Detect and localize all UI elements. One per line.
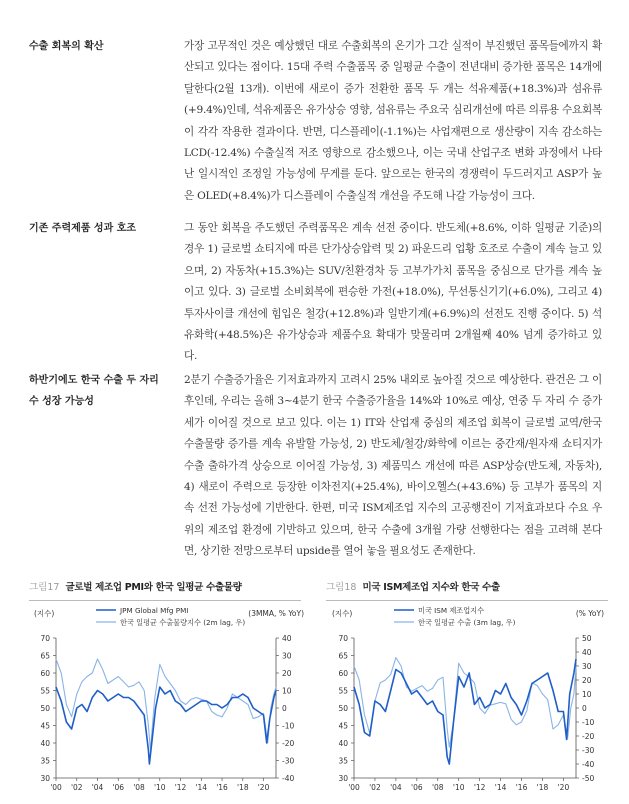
figure-17-header [29, 578, 301, 601]
x-tick-label: '14 [494, 783, 507, 792]
x-tick-label: '16 [515, 783, 528, 792]
section-paragraph: 그 동안 회복을 주도했던 주력품목은 계속 선전 중이다. 반도체(+8.6%, 이하 일평균 기준)의 경우 1) 글로벌 쇼티지에 따른 단가상승압력 및 2) 파운드리 업황 호조로 수출이 계속 늘고 있으며, 2) 자동차(+15.3%)는 SUV/친환경차 등 고부가가치 품목을 중심으로 단가를 계속 높이고 있다. 3) 글로벌 소비회복에 편승한 가전(+18.0%), 무선통신기기(+6.0%), 그리고 4) 투자사이클 개선에 힘입은 철강(+12.8%)과 일반기계(+6.9%)의 선전도 진행 중이다. 5) 석유화학(+48.5%)은 유가상승과 제품수요 확대가 맞물리며 2개월째 40% 넘게 증가하고 있다. [184, 222, 602, 363]
right-tick-label: 0 [282, 704, 287, 713]
left-tick-label: 35 [40, 756, 50, 766]
x-tick-label: '06 [411, 783, 423, 792]
x-tick-label: '06 [112, 783, 125, 792]
x-tick-label: '20 [557, 783, 570, 792]
right-tick-label: -20 [582, 732, 595, 741]
x-tick-label: '04 [91, 783, 104, 792]
left-tick-label: 60 [40, 669, 50, 678]
left-tick-label: 35 [338, 756, 348, 766]
series-line-primary [56, 687, 276, 764]
right-tick-label: -40 [282, 774, 295, 783]
x-tick-label: '18 [536, 783, 549, 792]
right-tick-label: 40 [282, 634, 292, 643]
x-tick-label: '10 [452, 783, 465, 792]
right-tick-label: -30 [582, 746, 595, 755]
x-tick-label: '00 [50, 783, 62, 792]
left-tick-label: 50 [40, 704, 50, 713]
x-tick-label: '14 [195, 783, 208, 792]
right-tick-label: 20 [282, 669, 292, 678]
right-tick-label: -10 [282, 721, 295, 731]
section-heading: 기존 주력제품 성과 호조 [29, 223, 137, 234]
legend-entry: 한국 일평균 수출물량지수 (2m lag, 우) [120, 618, 246, 627]
right-tick-label: -30 [282, 756, 295, 766]
x-tick-label: '00 [348, 783, 360, 792]
left-axis-unit-label: (지수) [332, 609, 353, 618]
right-tick-label: 0 [582, 704, 587, 713]
x-tick-label: '18 [236, 783, 249, 792]
figure-number: 그림18 [326, 582, 357, 593]
right-tick-label: 20 [582, 676, 592, 685]
left-tick-label: 30 [40, 774, 50, 783]
left-tick-label: 65 [40, 651, 50, 661]
x-tick-label: '04 [390, 783, 402, 792]
section-heading: 하반기에도 한국 수출 두 자리 수 성장 가능성 [29, 375, 159, 407]
x-tick-label: '12 [174, 783, 187, 792]
legend-entry: 한국 일평균 수출 (3m lag, 우) [418, 618, 516, 627]
figure-number: 그림17 [29, 582, 60, 593]
left-tick-label: 70 [338, 634, 348, 643]
x-tick-label: '08 [431, 783, 444, 792]
figure-title: 글로벌 제조업 PMI와 한국 일평균 수출물량 [65, 582, 242, 593]
section-paragraph: 가장 고무적인 것은 예상했던 대로 수출회복의 온기가 그간 실적이 부진했던 품목들에까지 확산되고 있다는 점이다. 15대 주력 수출품목 중 일평균 수출이 전년대비 증가한 품목은 14개에 달한다(2월 13개). 이번에 새로이 증가 전환한 품목 두 개는 석유제품(+18.3%)과 섬유류(+9.4%)인데, 석유제품은 유가상승 영향, 섬유류는 주요국 심리개선에 따른 의류용 수요회복이 각각 작용한 결과이다. 반면, 디스플레이(-1.1%)는 사업재편으로 생산량이 지속 감소하는 LCD(-12.4%) 수출실적 저조 영향으로 감소했으나, 이는 국내 산업구조 변화 과정에서 나타난 일시적인 조정일 가능성에 무게를 둔다. 앞으로는 한국의 경쟁력이 두드러지고 ASP가 높은 OLED(+8.4%)가 디스플레이 수출실적 개선을 주도해 나갈 가능성이 크다. [184, 40, 602, 202]
x-tick-label: '10 [153, 783, 166, 792]
right-tick-label: 30 [282, 651, 292, 661]
left-tick-label: 30 [338, 774, 348, 783]
left-tick-label: 50 [338, 704, 348, 713]
figure-17-chart [22, 604, 310, 802]
section-heading: 수출 회복의 확산 [29, 41, 104, 52]
x-tick-label: '20 [257, 783, 270, 792]
right-tick-label: -40 [582, 760, 595, 769]
right-tick-label: 40 [582, 648, 592, 657]
left-tick-label: 45 [40, 721, 50, 731]
figure-18-header [326, 578, 608, 601]
x-tick-label: '12 [473, 783, 486, 792]
left-tick-label: 65 [338, 651, 348, 661]
x-tick-label: '16 [216, 783, 228, 792]
legend-entry: JPM Global Mfg PMI [120, 606, 189, 615]
figure-18-chart [318, 604, 612, 802]
x-tick-label: '02 [369, 783, 381, 792]
left-tick-label: 45 [338, 721, 348, 731]
right-tick-label: -20 [282, 739, 295, 748]
section-paragraph: 2분기 수출증가율은 기저효과까지 고려시 25% 내외로 높아질 것으로 예상한다. 관건은 그 이후인데, 우리는 올해 3~4분기 한국 수출증가율을 14%와 10%로 예상, 연중 두 자리 수 증가세가 이어질 것으로 보고 있다. 이는 1) IT와 산업재 중심의 제조업 회복이 글로벌 교역/한국 수출물량 증가를 계속 유발할 가능성, 2) 반도체/철강/화학에 이르는 중간재/원자재 쇼티지가 수출 출하가격 상승으로 이어질 가능성, 3) 제품믹스 개선에 따른 ASP상승(반도체, 자동차), 4) 새로이 주력으로 등장한 이차전지(+25.4%), 바이오헬스(+43.6%) 등 고부가 품목의 지속 선전 가능성에 기반한다. 한편, 미국 ISM제조업 지수의 고공행진이 기저효과보다 수요 우위의 제조업 환경에 기반하고 있으며, 한국 수출에 3개월 가량 선행한다는 점을 고려해 본다면, 상기한 전망으로부터 upside를 열어 놓을 필요성도 존재한다. [184, 374, 602, 558]
left-tick-label: 70 [40, 634, 50, 643]
right-axis-unit-label: (3MMA, % YoY) [248, 609, 304, 618]
left-tick-label: 40 [40, 739, 50, 748]
series-line-primary [354, 659, 576, 764]
right-tick-label: -50 [582, 774, 595, 783]
legend-entry: 미국 ISM 제조업지수 [418, 606, 485, 615]
right-tick-label: 30 [582, 662, 592, 671]
figure-title: 미국 ISM제조업 지수와 한국 수출 [362, 582, 500, 593]
right-tick-label: 10 [582, 690, 592, 699]
right-axis-unit-label: (% YoY) [575, 609, 604, 618]
x-tick-label: '02 [70, 783, 83, 792]
x-tick-label: '08 [133, 783, 145, 792]
left-axis-unit-label: (지수) [34, 609, 55, 618]
right-tick-label: 10 [282, 686, 292, 696]
left-tick-label: 60 [338, 669, 348, 678]
right-tick-label: -10 [582, 718, 595, 727]
right-tick-label: 50 [582, 634, 592, 643]
left-tick-label: 55 [40, 686, 50, 696]
left-tick-label: 40 [338, 739, 348, 748]
left-tick-label: 55 [338, 686, 348, 696]
